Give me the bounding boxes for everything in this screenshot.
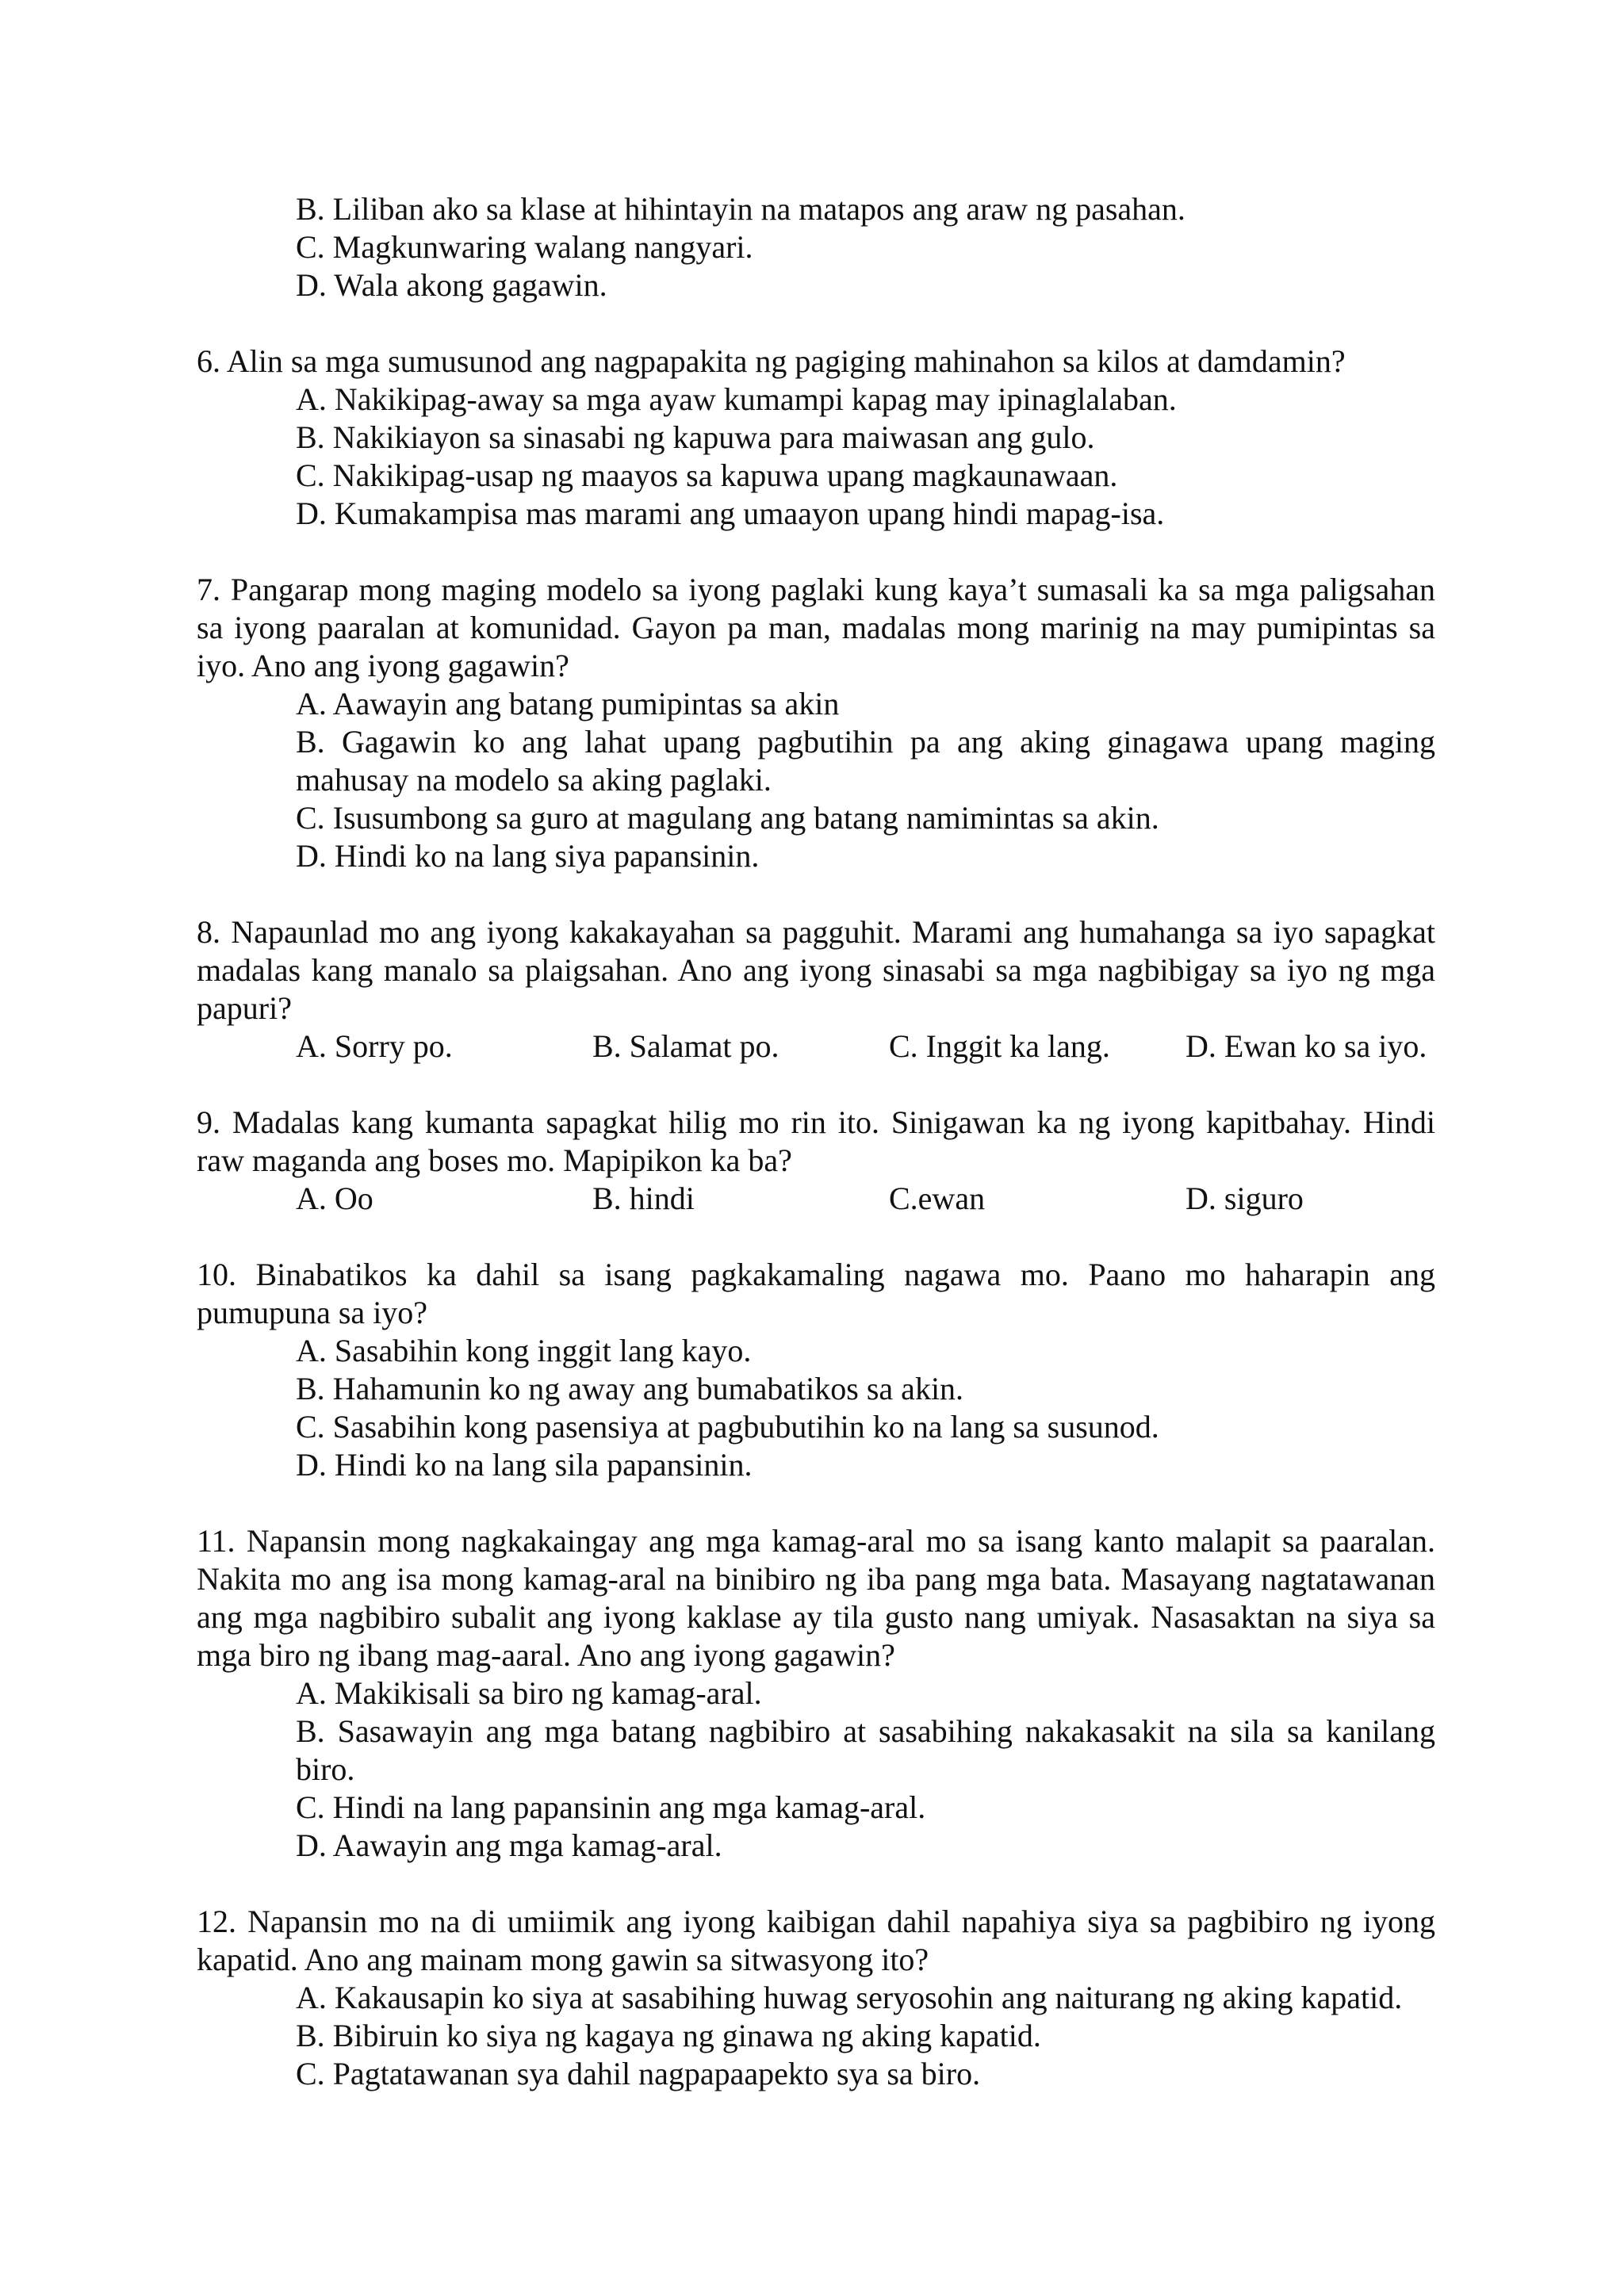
question-10 [197,1256,1435,1484]
option-d: D. Hindi ko na lang sila papansinin. [296,1447,753,1483]
options-list [197,1332,1435,1484]
question-11 [197,1522,1435,1865]
question-6 [197,342,1435,533]
option-d: D. siguro [1185,1181,1304,1216]
option-b: B. Hahamunin ko ng away ang bumabatikos sa akin. [296,1371,964,1406]
option-c: C. Isusumbong sa guro at magulang ang batang namimintas sa akin. [296,800,1159,836]
option-b: B. hindi [592,1181,695,1216]
option-d: D. Kumakampisa mas marami ang umaayon upang hindi mapag-isa. [296,496,1165,531]
option-c: C. Hindi na lang papansinin ang mga kamag-aral. [296,1789,926,1825]
option-d: D. Ewan ko sa iyo. [1185,1028,1427,1064]
option-b: B. Sasawayin ang mga batang nagbibiro at sasabihing nakakasakit na sila sa kanilang biro. [296,1713,1435,1787]
option-a: A. Nakikipag-away sa mga ayaw kumampi kapag may ipinaglalaban. [296,381,1177,417]
option-d: D. Aawayin ang mga kamag-aral. [296,1827,722,1863]
option-a: A. Makikisali sa biro ng kamag-aral. [296,1675,762,1711]
question-8 [197,913,1435,1066]
question-5-carryover [197,190,1435,304]
option-c: C.ewan [889,1181,986,1216]
option-b: B. Bibiruin ko siya ng kagaya ng ginawa ng aking kapatid. [296,2018,1041,2053]
option-d: D. Wala akong gagawin. [296,267,607,303]
option-b: B. Salamat po. [592,1028,779,1064]
option-b: B. Gagawin ko ang lahat upang pagbutihin pa ang aking ginagawa upang maging mahusay na modelo sa aking paglaki. [296,724,1435,798]
options-list [197,1674,1435,1865]
option-a: A. Kakausapin ko siya at sasabihing huwag seryosohin ang naiturang ng aking kapatid. [296,1980,1403,2015]
option-a: A. Sorry po. [296,1028,453,1064]
question-stem: 8. Napaunlad mo ang iyong kakakayahan sa pagguhit. Marami ang humahanga sa iyo sapagkat madalas kang manalo sa plaigsahan. Ano ang iyong sinasabi sa mga nagbibigay sa iyo ng mga papuri? [197,914,1435,1026]
quiz-content [197,190,1435,2131]
question-7 [197,571,1435,875]
question-stem: 10. Binabatikos ka dahil sa isang pagkakamaling nagawa mo. Paano mo haharapin ang pumupuna sa iyo? [197,1257,1435,1330]
option-a: A. Sasabihin kong inggit lang kayo. [296,1333,752,1368]
options-list [197,1979,1435,2093]
inline-options [197,1180,1435,1218]
options-list [197,190,1435,304]
question-9 [197,1104,1435,1218]
option-a: A. Aawayin ang batang pumipintas sa akin [296,686,840,721]
option-c: C. Pagtatawanan sya dahil nagpapaapekto sya sa biro. [296,2056,981,2091]
option-c: C. Magkunwaring walang nangyari. [296,229,753,265]
option-c: C. Sasabihin kong pasensiya at pagbubutihin ko na lang sa susunod. [296,1409,1159,1445]
option-b: B. Nakikiayon sa sinasabi ng kapuwa para maiwasan ang gulo. [296,419,1095,455]
question-stem: 6. Alin sa mga sumusunod ang nagpapakita ng pagiging mahinahon sa kilos at damdamin? [197,343,1346,379]
options-list [197,685,1435,875]
option-c: C. Inggit ka lang. [889,1028,1110,1064]
question-stem: 11. Napansin mong nagkakaingay ang mga kamag-aral mo sa isang kanto malapit sa paaralan. Nakita mo ang isa mong kamag-aral na binibiro ng iba pang mga bata. Masayang nagtatawanan ang mga nagbibiro subalit ang iyong kaklase ay tila gusto nang umiyak. Nasasaktan na siya sa mga biro ng ibang mag-aaral. Ano ang iyong gagawin? [197,1523,1435,1673]
option-a: A. Oo [296,1181,373,1216]
option-c: C. Nakikipag-usap ng maayos sa kapuwa upang magkaunawaan. [296,457,1118,493]
question-stem: 12. Napansin mo na di umiimik ang iyong kaibigan dahil napahiya siya sa pagbibiro ng iyong kapatid. Ano ang mainam mong gawin sa sitwasyong ito? [197,1904,1435,1977]
question-12 [197,1903,1435,2093]
option-d: D. Hindi ko na lang siya papansinin. [296,838,760,874]
option-b: B. Liliban ako sa klase at hihintayin na matapos ang araw ng pasahan. [296,191,1185,227]
options-list [197,381,1435,533]
inline-options [197,1027,1435,1066]
question-stem: 7. Pangarap mong maging modelo sa iyong paglaki kung kaya’t sumasali ka sa mga paligsahan sa iyong paaralan at komunidad. Gayon pa man, madalas mong marinig na may pumipintas sa iyo. Ano ang iyong gagawin? [197,572,1435,683]
question-stem: 9. Madalas kang kumanta sapagkat hilig mo rin ito. Sinigawan ka ng iyong kapitbahay. Hindi raw maganda ang boses mo. Mapipikon ka ba? [197,1104,1435,1178]
